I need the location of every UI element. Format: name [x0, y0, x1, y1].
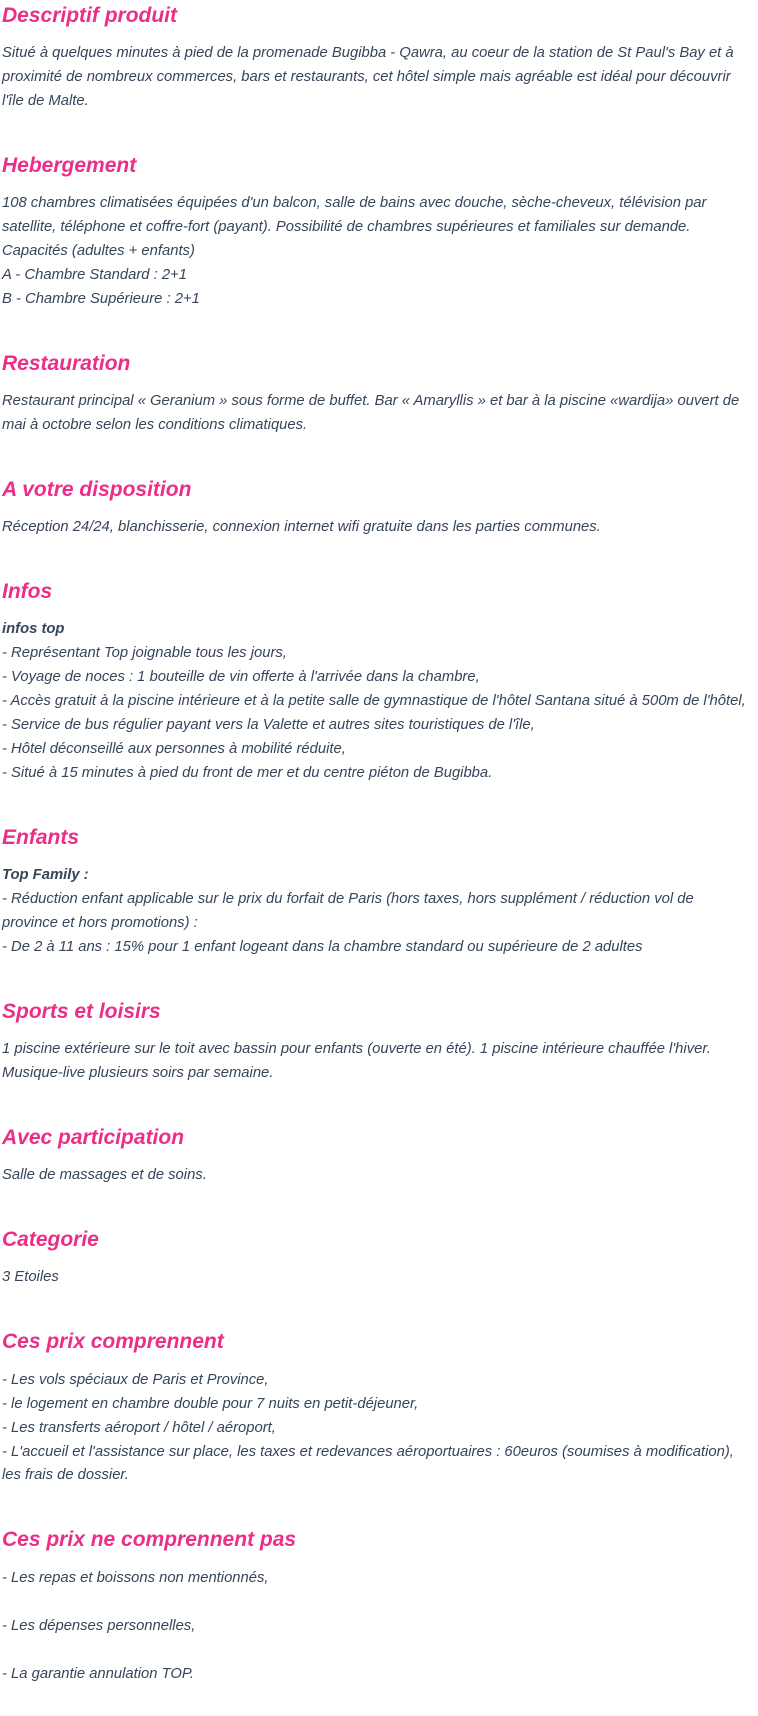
paragraph: - Service de bus régulier payant vers la Valette et autres sites touristiques de l'île,: [2, 717, 535, 734]
section-categorie: [2, 1228, 746, 1290]
paragraph: - Les vols spéciaux de Paris et Province,: [2, 1371, 269, 1388]
paragraph: - La garantie annulation TOP.: [2, 1665, 194, 1682]
paragraph: Restaurant principal « Geranium » sous forme de buffet. Bar « Amaryllis » et bar à la piscine «wardija» ouvert de mai à octobre selon les conditions climatiques.: [2, 393, 740, 434]
section-heading: Descriptif produit: [2, 4, 178, 27]
section-infos: [2, 580, 746, 786]
paragraph: - Les repas et boissons non mentionnés,: [2, 1569, 269, 1586]
section-heading: Sports et loisirs: [2, 1000, 161, 1024]
section-hebergement: [2, 154, 746, 312]
section-enfants: [2, 826, 746, 960]
section-heading: Avec participation: [2, 1126, 185, 1150]
paragraph-lead: Top Family :: [2, 867, 89, 884]
paragraph: A - Chambre Standard : 2+1: [2, 267, 187, 284]
paragraph: 108 chambres climatisées équipées d'un balcon, salle de bains avec douche, sèche-cheveux, télévision par satellite, téléphone et coffre-fort (payant). Possibilité de chambres supérieures et familiales sur demande.: [2, 195, 707, 236]
section-heading: Categorie: [2, 1228, 99, 1252]
paragraph: 1 piscine extérieure sur le toit avec bassin pour enfants (ouverte en été). 1 piscine intérieure chauffée l'hiver. Musique-live plusieurs soirs par semaine.: [2, 1041, 711, 1082]
section-sports-et-loisirs: [2, 1000, 746, 1086]
section-heading: Ces prix ne comprennent pas: [2, 1528, 297, 1552]
paragraph: - Situé à 15 minutes à pied du front de mer et du centre piéton de Bugibba.: [2, 765, 493, 782]
section-heading: Restauration: [2, 352, 131, 376]
paragraph: 3 Etoiles: [2, 1269, 59, 1286]
paragraph: Situé à quelques minutes à pied de la promenade Bugibba - Qawra, au coeur de la station de St Paul's Bay et à proximité de nombreux commerces, bars et restaurants, cet hôtel simple mais agréable est idéal pour découvrir l'île de Malte.: [2, 45, 734, 110]
paragraph: - Les transferts aéroport / hôtel / aéroport,: [2, 1419, 276, 1436]
paragraph: - Réduction enfant applicable sur le prix du forfait de Paris (hors taxes, hors supplément / réduction vol de province et hors promotions) :: [2, 891, 694, 932]
section-heading: A votre disposition: [2, 478, 192, 502]
paragraph: - Voyage de noces : 1 bouteille de vin offerte à l'arrivée dans la chambre,: [2, 669, 480, 686]
paragraph: Réception 24/24, blanchisserie, connexion internet wifi gratuite dans les parties communes.: [2, 519, 601, 536]
section-ces-prix-ne-comprennent-pas: [2, 1528, 746, 1686]
paragraph: B - Chambre Supérieure : 2+1: [2, 291, 200, 308]
section-avec-participation: [2, 1126, 746, 1188]
section-ces-prix-comprennent: [2, 1330, 746, 1488]
paragraph: - De 2 à 11 ans : 15% pour 1 enfant logeant dans la chambre standard ou supérieure de 2 adultes: [2, 939, 643, 956]
paragraph: Capacités (adultes + enfants): [2, 243, 195, 260]
section-heading: Infos: [2, 580, 53, 604]
paragraph: - Hôtel déconseillé aux personnes à mobilité réduite,: [2, 741, 346, 758]
section-restauration: [2, 352, 746, 438]
section-heading: Ces prix comprennent: [2, 1330, 224, 1354]
paragraph: - Représentant Top joignable tous les jours,: [2, 645, 287, 662]
paragraph: - L'accueil et l'assistance sur place, les taxes et redevances aéroportuaires : 60euros (soumises à modification), les frais de dossier.: [2, 1443, 734, 1484]
section-descriptif-produit: [2, 4, 746, 114]
section-heading: Hebergement: [2, 154, 137, 178]
paragraph-lead: infos top: [2, 621, 65, 638]
paragraph: Salle de massages et de soins.: [2, 1167, 207, 1184]
paragraph: - Accès gratuit à la piscine intérieure et à la petite salle de gymnastique de l'hôtel Santana situé à 500m de l'hôtel,: [2, 693, 746, 710]
paragraph: - Les dépenses personnelles,: [2, 1617, 196, 1634]
paragraph: - le logement en chambre double pour 7 nuits en petit-déjeuner,: [2, 1395, 419, 1412]
section-a-votre-disposition: [2, 478, 746, 540]
section-heading: Enfants: [2, 826, 80, 850]
